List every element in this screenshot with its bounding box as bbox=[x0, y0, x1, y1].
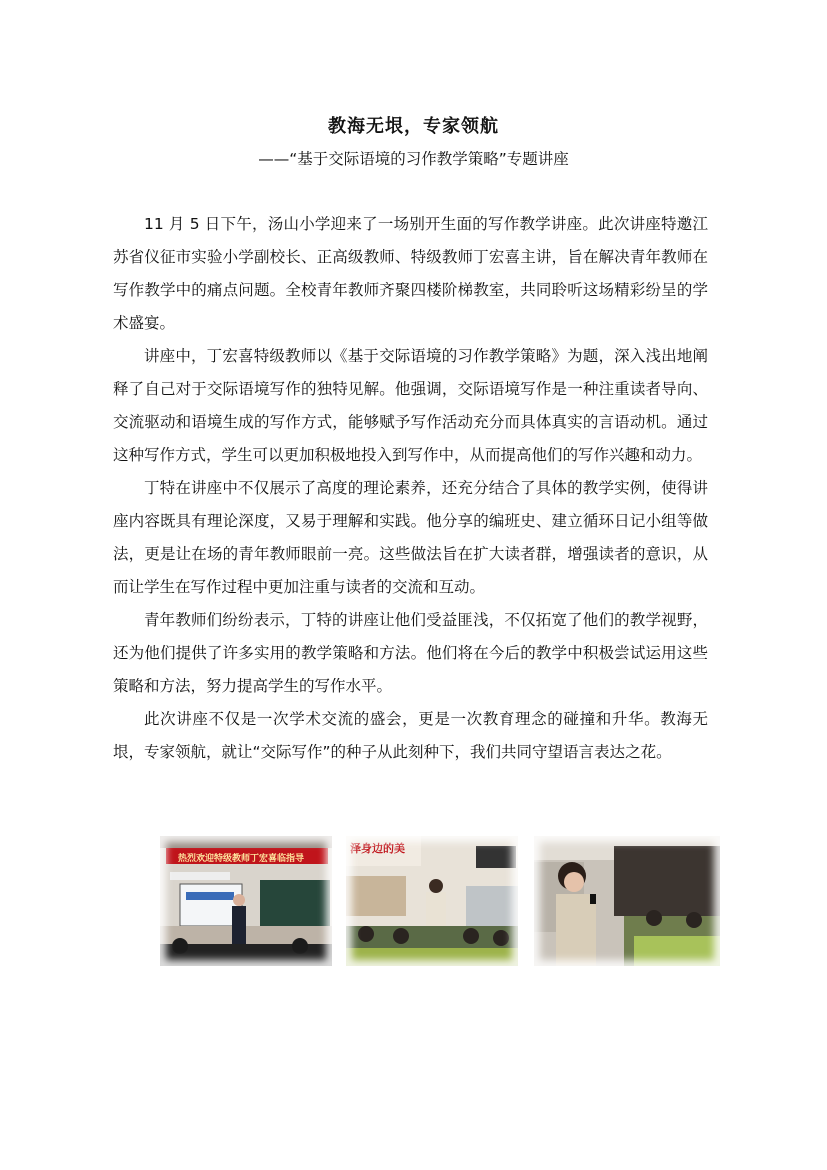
classroom-photo bbox=[346, 836, 518, 966]
lecture-photo bbox=[160, 836, 332, 966]
paragraph-4: 青年教师们纷纷表示，丁特的讲座让他们受益匪浅，不仅拓宽了他们的教学视野，还为他们提供了许多实用的教学策略和方法。他们将在今后的教学中积极尝试运用这些策略和方法，努力提高学生的写作水平。 bbox=[113, 611, 708, 695]
paragraph-2: 讲座中，丁宏喜特级教师以《基于交际语境的习作教学策略》为题，深入浅出地阐释了自己对于交际语境写作的独特见解。他强调，交际语境写作是一种注重读者导向、交流驱动和语境生成的写作方式，能够赋予写作活动充分而具体真实的言语动机。通过这种写作方式，学生可以更加积极地投入到写作中，从而提高他们的写作兴趣和动力。 bbox=[113, 347, 708, 464]
article-subtitle: ——“基于交际语境的习作教学策略”专题讲座 bbox=[258, 150, 569, 168]
paragraph-5: 此次讲座不仅是一次学术交流的盛会，更是一次教育理念的碰撞和升华。教海无垠，专家领航，就让“交际写作”的种子从此刻种下，我们共同守望语言表达之花。 bbox=[113, 710, 708, 761]
banner-text: 热烈欢迎特级教师丁宏喜临指导 bbox=[178, 854, 305, 864]
article-title: 教海无垠，专家领航 bbox=[328, 116, 499, 137]
photo-strip bbox=[160, 836, 720, 968]
paragraph-1: 11 月 5 日下午，汤山小学迎来了一场别开生面的写作教学讲座。此次讲座特邀江苏省仪征市实验小学副校长、正高级教师、特级教师丁宏喜主讲，旨在解决青年教师在写作教学中的痛点问题。全校青年教师齐聚四楼阶梯教室，共同聆听这场精彩纷呈的学术盛宴。 bbox=[113, 215, 708, 332]
speaker-photo bbox=[534, 836, 720, 966]
wall-text: 泽身边的美 bbox=[350, 842, 405, 855]
article-body bbox=[113, 208, 708, 769]
paragraph-3: 丁特在讲座中不仅展示了高度的理论素养，还充分结合了具体的教学实例，使得讲座内容既具有理论深度，又易于理解和实践。他分享的编班史、建立循环日记小组等做法，更是让在场的青年教师眼前一亮。这些做法旨在扩大读者群，增强读者的意识，从而让学生在写作过程中更加注重与读者的交流和互动。 bbox=[113, 479, 708, 596]
